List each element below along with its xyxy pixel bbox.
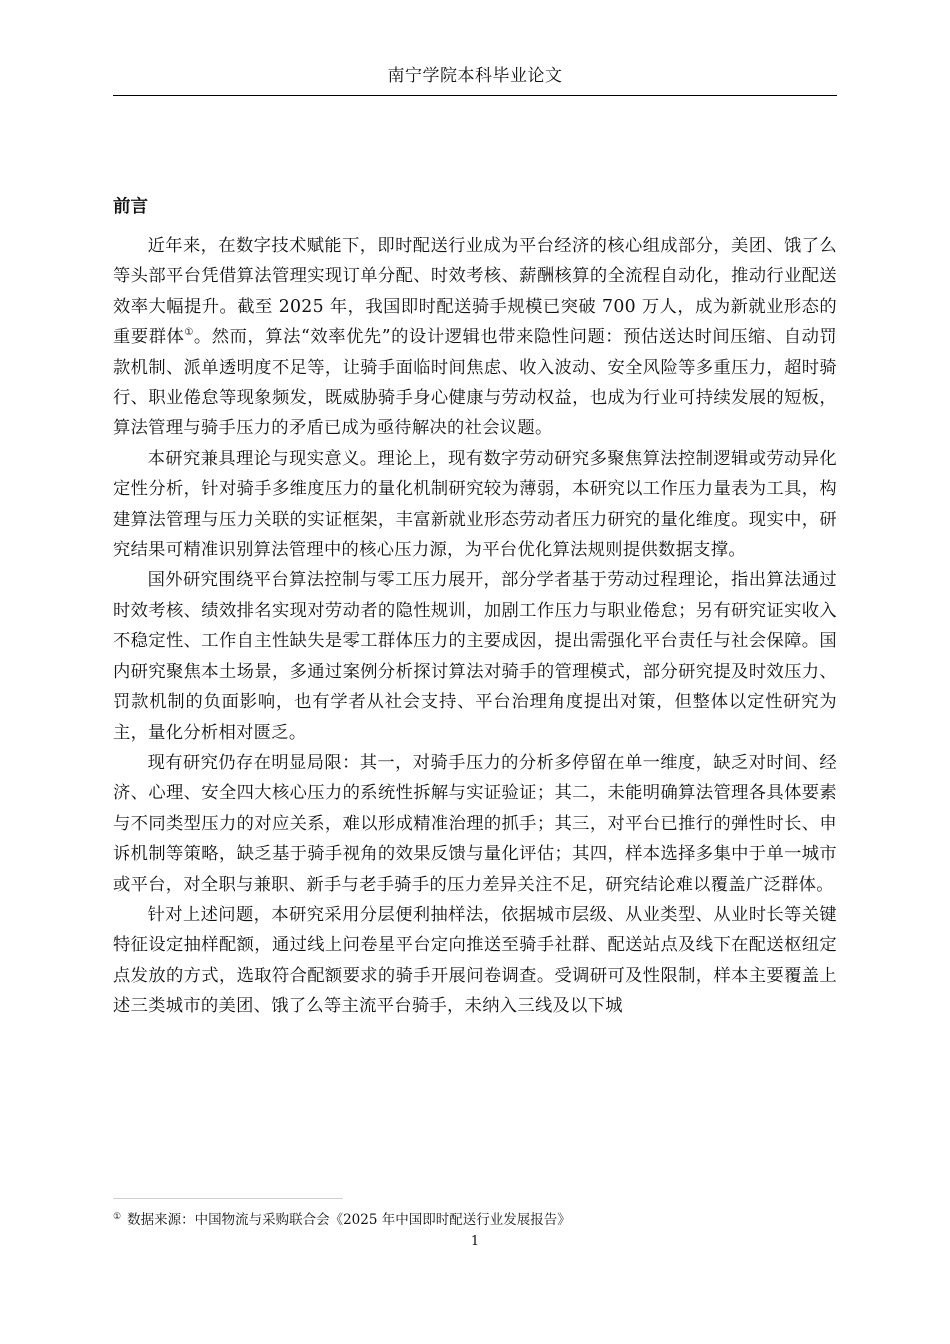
paragraph-2: 本研究兼具理论与现实意义。理论上，现有数字劳动研究多聚焦算法控制逻辑或劳动异化定性分析，针对骑手多维度压力的量化机制研究较为薄弱，本研究以工作压力量表为工具，构建算法管理与压力关联的实证框架，丰富新就业形态劳动者压力研究的量化维度。现实中，研究结果可精准识别算法管理中的核心压力源，为平台优化算法规则提供数据支撑。: [113, 448, 837, 561]
section-title: 前言: [113, 197, 148, 217]
paragraph-1-text: 近年来，在数字技术赋能下，即时配送行业成为平台经济的核心组成部分，美团、饿了么等头部平台凭借算法管理实现订单分配、时效考核、薪酬核算的全流程自动化，推动行业配送效率大幅提升。截至 2025 年，我国即时配送骑手规模已突破 700 万人，成为新就业形态的重要群体: [113, 236, 837, 348]
footnote-divider: [113, 1198, 343, 1199]
paragraph-3: 国外研究围绕平台算法控制与零工压力展开，部分学者基于劳动过程理论，指出算法通过时效考核、绩效排名实现对劳动者的隐性规训，加剧工作压力与职业倦怠；另有研究证实收入不稳定性、工作自主性缺失是零工群体压力的主要成因，提出需强化平台责任与社会保障。国内研究聚焦本土场景，多通过案例分析探讨算法对骑手的管理模式，部分研究提及时效压力、罚款机制的负面影响，也有学者从社会支持、平台治理角度提出对策，但整体以定性研究为主，量化分析相对匮乏。: [113, 570, 837, 743]
footnote-reference[interactable]: ①: [184, 327, 194, 339]
page-header: [113, 62, 837, 96]
page-number: 1: [470, 1234, 480, 1249]
header-title: 南宁学院本科毕业论文: [387, 66, 563, 86]
footnote-mark: ①: [113, 1212, 122, 1222]
footnote-text: 数据来源：中国物流与采购联合会《2025 年中国即时配送行业发展报告》: [127, 1212, 571, 1228]
paragraph-5: 针对上述问题，本研究采用分层便利抽样法，依据城市层级、从业类型、从业时长等关键特征设定抽样配额，通过线上问卷星平台定向推送至骑手社群、配送站点及线下在配送枢纽定点发放的方式，选取符合配额要求的骑手开展问卷调查。受调研可及性限制，样本主要覆盖上述三类城市的美团、饿了么等主流平台骑手，未纳入三线及以下城: [113, 904, 837, 1017]
paragraph-1: [113, 231, 837, 444]
paragraph-4: 现有研究仍存在明显局限：其一，对骑手压力的分析多停留在单一维度，缺乏对时间、经济、心理、安全四大核心压力的系统性拆解与实证验证；其二，未能明确算法管理各具体要素与不同类型压力的对应关系，难以形成精准治理的抓手；其三，对平台已推行的弹性时长、申诉机制等策略，缺乏基于骑手视角的效果反馈与量化评估；其四，样本选择多集中于单一城市或平台，对全职与兼职、新手与老手骑手的压力差异关注不足，研究结论难以覆盖广泛群体。: [113, 752, 837, 895]
paragraph-1-text-cont: 。然而，算法“效率优先”的设计逻辑也带来隐性问题：预估送达时间压缩、自动罚款机制、派单透明度不足等，让骑手面临时间焦虑、收入波动、安全风险等多重压力，超时骑行、职业倦怠等现象频发，既威胁骑手身心健康与劳动权益，也成为行业可持续发展的短板，算法管理与骑手压力的矛盾已成为亟待解决的社会议题。: [113, 327, 838, 439]
body-text: [113, 231, 837, 1022]
footnote: [113, 1211, 571, 1229]
